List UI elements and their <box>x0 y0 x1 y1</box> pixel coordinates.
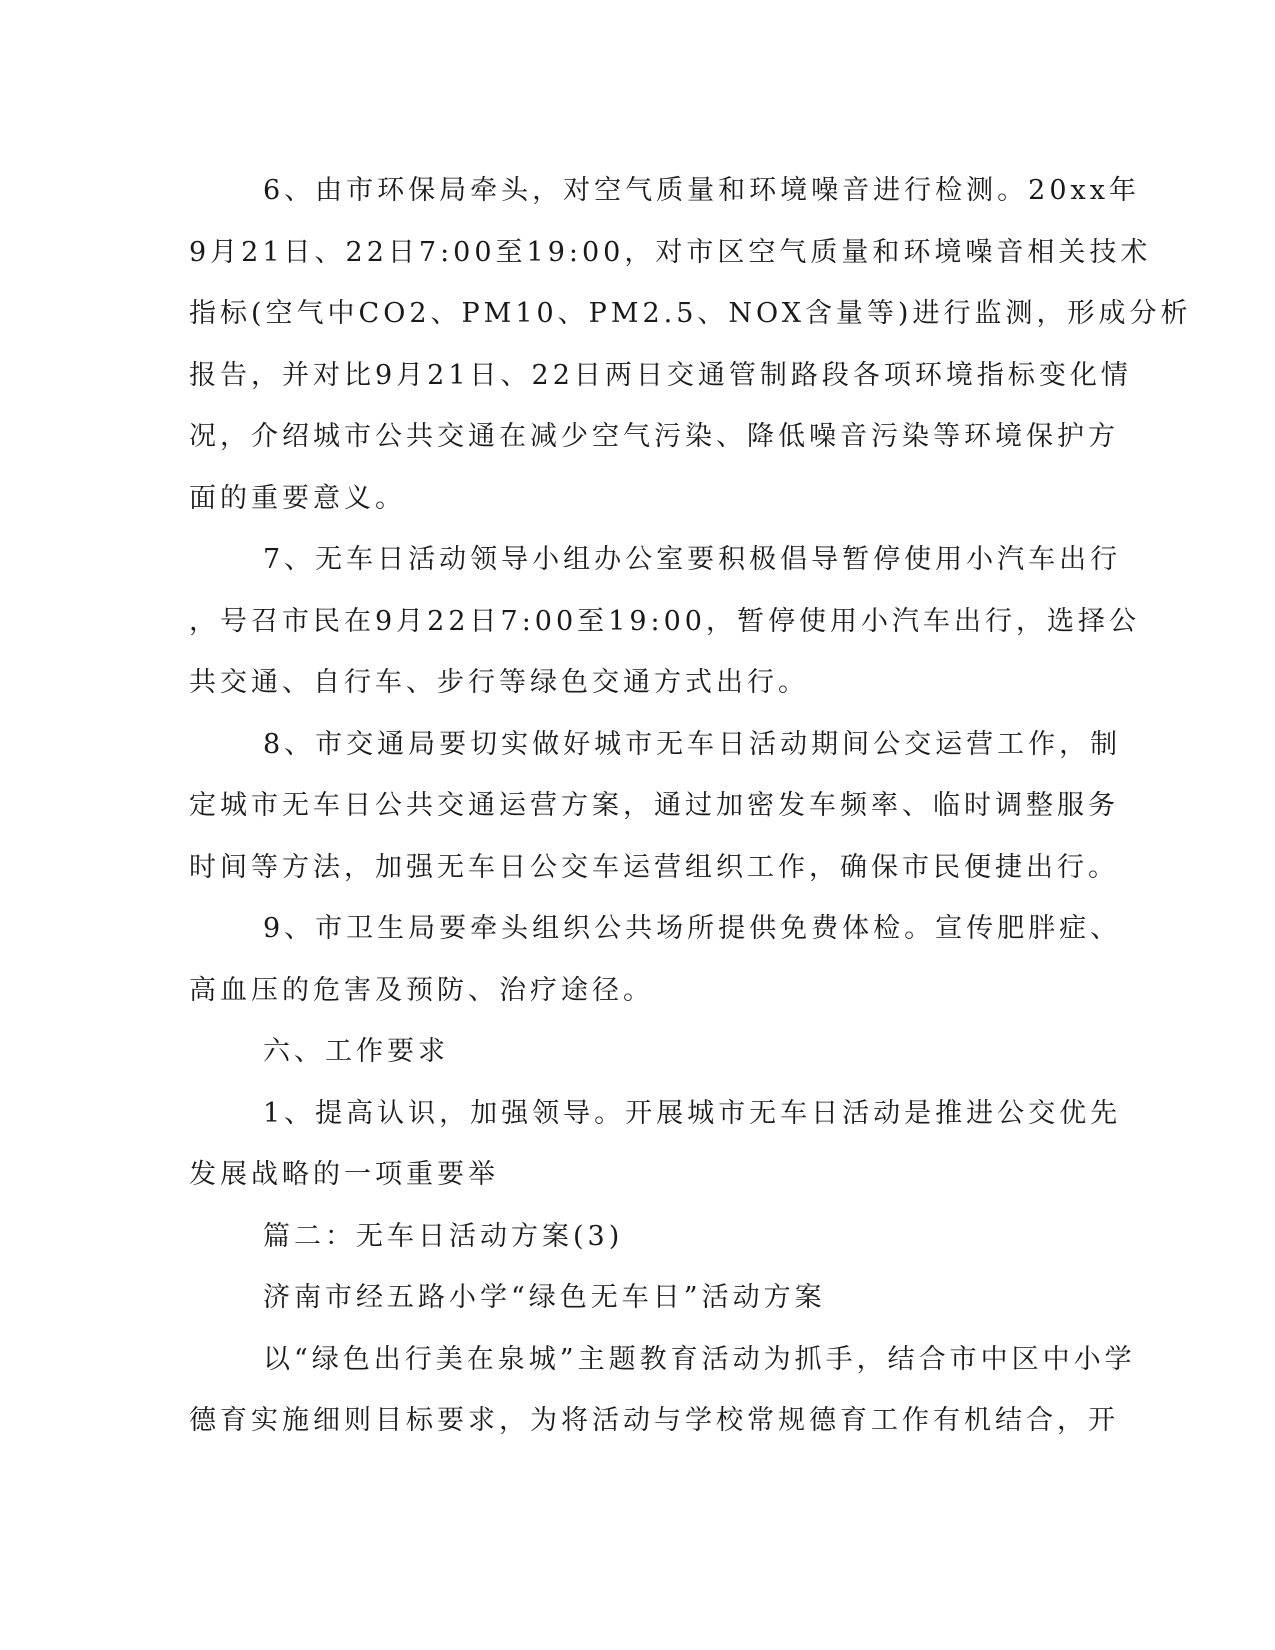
requirement-1-line-1: 1、提高认识，加强领导。开展城市无车日活动是推进公交优先 <box>263 1097 1122 1129</box>
paragraph-7-line-3: 共交通、自行车、步行等绿色交通方式出行。 <box>189 667 809 698</box>
paragraph-7-line-2: ，号召市民在9月22日7:00至19:00，暂停使用小汽车出行，选择公 <box>189 605 1140 637</box>
paragraph-6-line-6: 面的重要意义。 <box>189 482 406 514</box>
document-body <box>189 160 1192 1452</box>
requirement-1-line-2: 发展战略的一项重要举 <box>189 1159 499 1190</box>
paragraph-6-line-4: 报告，并对比9月21日、22日两日交通管制路段各项环境指标变化情 <box>189 359 1132 391</box>
paragraph-9-line-2: 高血压的危害及预防、治疗途径。 <box>189 974 654 1006</box>
plan-title: 济南市经五路小学“绿色无车日”活动方案 <box>263 1282 826 1313</box>
paragraph-8-line-3: 时间等方法，加强无车日公交车运营组织工作，确保市民便捷出行。 <box>189 851 1119 883</box>
intro-paragraph-line-2: 德育实施细则目标要求，为将活动与学校常规德育工作有机结合，开 <box>189 1405 1119 1436</box>
paragraph-8-line-2: 定城市无车日公共交通运营方案，通过加密发车频率、临时调整服务 <box>189 790 1119 821</box>
section-heading-work-requirements: 六、工作要求 <box>263 1036 449 1067</box>
paragraph-6-line-3: 指标(空气中CO2、PM10、PM2.5、NOX含量等)进行监测，形成分析 <box>189 298 1192 329</box>
paragraph-7-line-1: 7、无车日活动领导小组办公室要积极倡导暂停使用小汽车出行 <box>263 544 1122 575</box>
intro-paragraph-line-1: 以“绿色出行美在泉城”主题教育活动为抓手，结合市中区中小学 <box>263 1343 1136 1375</box>
paragraph-6-line-1: 6、由市环保局牵头，对空气质量和环境噪音进行检测。20xx年 <box>263 175 1140 206</box>
paragraph-6-line-5: 况，介绍城市公共交通在减少空气污染、降低噪音污染等环境保护方 <box>189 421 1119 452</box>
paragraph-6-line-2: 9月21日、22日7:00至19:00，对市区空气质量和环境噪音相关技术 <box>189 236 1152 268</box>
article-two-heading: 篇二：无车日活动方案(3) <box>263 1220 624 1252</box>
paragraph-8-line-1: 8、市交通局要切实做好城市无车日活动期间公交运营工作，制 <box>263 728 1122 760</box>
paragraph-9-line-1: 9、市卫生局要牵头组织公共场所提供免费体检。宣传肥胖症、 <box>263 913 1122 944</box>
